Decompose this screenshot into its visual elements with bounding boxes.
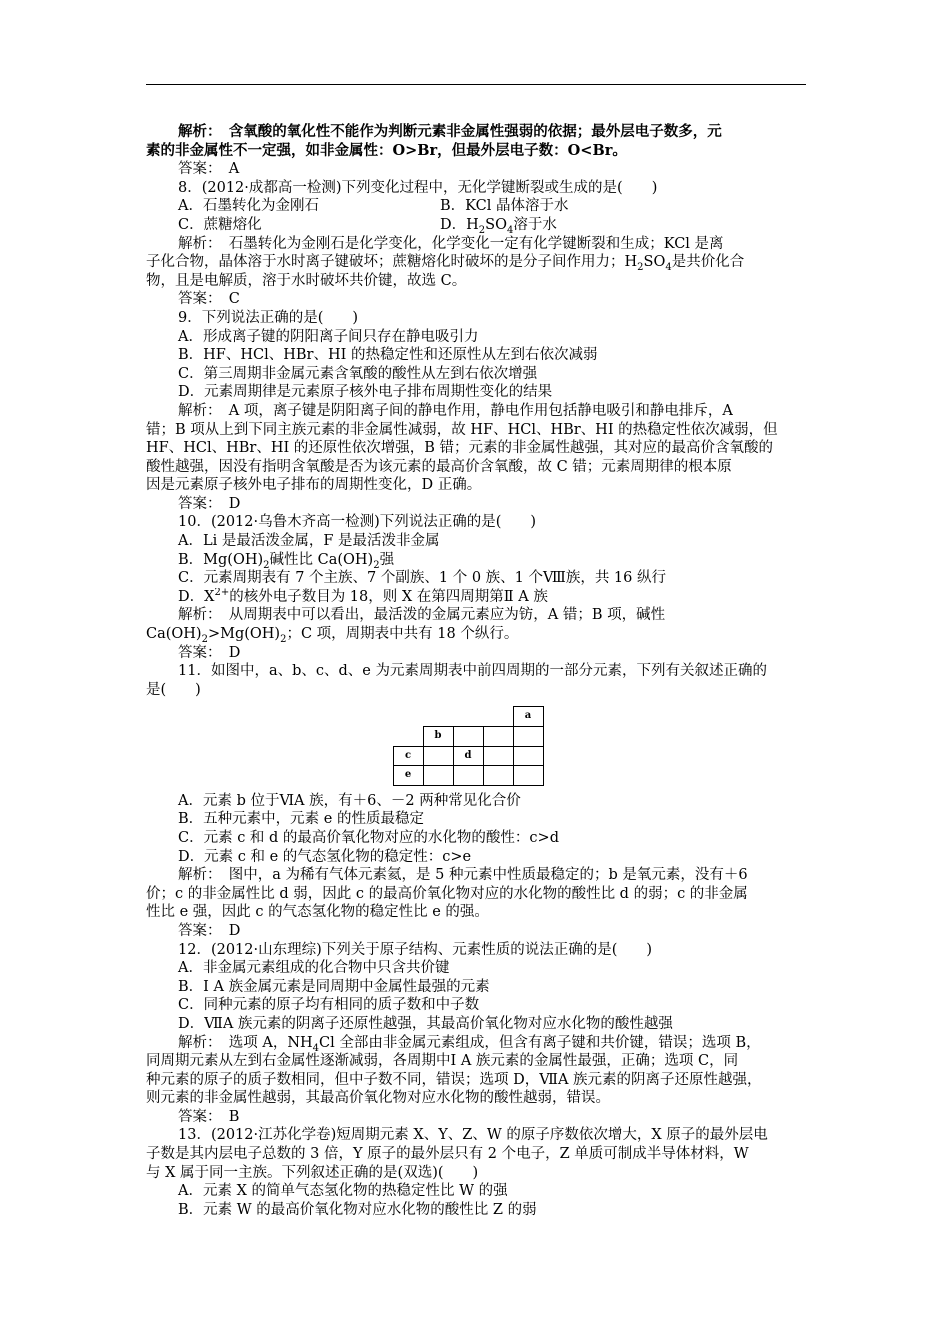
q9-analysis-line3: HF、HCl、HBr、HI 的还原性依次增强，B 错；元素的非金属性越强，其对应的最高价含氧酸的 [146,440,774,457]
q7-analysis-line2: 素的非金属性不一定强，如非金属性：O>Br，但最外层电子数：O<Br。 [146,141,627,159]
q8-option-d: D．$H_2SO_4$溶于水 [440,216,557,236]
q12-analysis-line1: 解析： 选项 A，$NH_4Cl$ 全部由非金属元素组成，但含有离子键和共价键，错误；选项 B， [178,1034,761,1053]
q8-option-b: B．KCl 晶体溶于水 [440,198,569,215]
q10-analysis-line2: $Ca(OH)_2>Mg(OH)_2$；C 项，周期表中共有 18 个纵行。 [146,626,519,644]
q10-option-a: A．Li 是最活泼金属，F 是最活泼非金属 [178,533,440,550]
q11-analysis-line3: 性比 e 强，因此 c 的气态氢化物的稳定性比 e 的强。 [146,904,489,921]
q8-option-a: A．石墨转化为金刚石 [178,198,319,215]
q13-stem-line3: 与 X 属于同一主族。下列叙述正确的是(双选)( ) [146,1164,479,1181]
q12-option-a: A．非金属元素组成的化合物中只含共价键 [178,960,450,977]
q8-stem: 8．(2012·成都高一检测)下列变化过程中，无化学键断裂或生成的是( ) [178,179,658,196]
cell-a: a [513,707,543,727]
q8-answer: 答案： C [178,291,240,308]
q8-analysis-line3: 物，且是电解质，溶于水时破坏共价键，故选 C。 [146,272,467,289]
periodic-table-fragment [393,706,544,785]
q11-analysis-line2: 价；c 的非金属性比 d 弱，因此 c 的最高价氧化物对应的水化物的酸性比 d 的弱；c 的非金属 [146,885,748,902]
q8-options-row1 [146,197,810,216]
q9-option-c: C．第三周期非金属元素含氧酸的酸性从左到右依次增强 [178,365,538,382]
q9-answer: 答案： D [178,495,241,512]
periodic-table-fragment-wrapper [146,706,810,785]
q7-answer: 答案： A [178,161,240,178]
q9-analysis-line4: 酸性越强，因没有指明含氧酸是否为该元素的最高价含氧酸，故 C 错；元素周期律的根本原 [146,458,732,475]
q10-stem: 10．(2012·乌鲁木齐高一检测)下列说法正确的是( ) [178,514,537,531]
q7-analysis-line1: 解析： 含氧酸的氧化性不能作为判断元素非金属性强弱的依据；最外层电子数多，元 [178,123,722,140]
q11-stem-line1: 11．如图中，a、b、c、d、e 为元素周期表中前四周期的一部分元素，下列有关叙述正确的 [178,663,767,680]
q9-stem: 9．下列说法正确的是( ) [178,309,359,326]
q12-analysis-line2: 同周期元素从左到右金属性逐渐减弱，各周期中Ⅰ A 族元素的金属性最强，正确；选项 C，同 [146,1053,739,1070]
q8-option-c: C．蔗糖熔化 [178,216,262,233]
q10-option-c: C．元素周期表有 7 个主族、7 个副族、1 个 0 族、1 个Ⅷ族，共 16 纵行 [178,570,666,587]
q13-option-a: A．元素 X 的简单气态氢化物的热稳定性比 W 的强 [178,1183,508,1200]
q12-analysis-line4: 则元素的非金属性越弱，其最高价氧化物对应水化物的酸性越弱，错误。 [146,1090,610,1107]
q11-option-c: C．元素 c 和 d 的最高价氧化物对应的水化物的酸性：c>d [178,829,559,846]
q11-option-d: D．元素 c 和 e 的气态氢化物的稳定性：c>e [178,848,472,865]
q10-analysis-line1: 解析： 从周期表中可以看出，最活泼的金属元素应为钫，A 错；B 项，碱性 [178,607,666,624]
q12-option-d: D．ⅦA 族元素的阴离子还原性越强，其最高价氧化物对应水化物的酸性越强 [178,1015,673,1032]
q11-answer: 答案： D [178,922,241,939]
q10-option-d: D．$X^{2+}$的核外电子数目为 18，则 X 在第四周期第Ⅱ A 族 [178,587,548,605]
q12-answer: 答案： B [178,1108,240,1125]
q11-stem-line2: 是( ) [146,681,201,698]
q8-options-row2 [146,216,810,235]
q8-analysis-line1: 解析： 石墨转化为金刚石是化学变化，化学变化一定有化学键断裂和生成；KCl 是离 [178,235,724,252]
q9-option-d: D．元素周期律是元素原子核外电子排布周期性变化的结果 [178,384,553,401]
q13-stem-line1: 13．(2012·江苏化学卷)短周期元素 X、Y、Z、W 的原子序数依次增大，X 原子的最外层电 [178,1127,768,1144]
q8-analysis-line2: 子化合物，晶体溶于水时离子键破坏；蔗糖熔化时破坏的是分子间作用力；$H_2SO_4$是共价化合 [146,254,745,272]
header-rule [146,84,806,85]
q11-option-a: A．元素 b 位于ⅥA 族，有＋6、－2 两种常见化合价 [178,792,521,809]
q9-option-a: A．形成离子键的阴阳离子间只存在静电吸引力 [178,328,479,345]
q13-stem-line2: 子数是其内层电子总数的 3 倍，Y 原子的最外层只有 2 个电子，Z 单质可制成半导体材料，W [146,1146,749,1163]
q10-answer: 答案： D [178,644,241,661]
q12-option-b: B．Ⅰ A 族金属元素是同周期中金属性最强的元素 [178,978,490,995]
q9-analysis-line5: 因是元素原子核外电子排布的周期性变化，D 正确。 [146,477,482,494]
q9-analysis-line1: 解析： A 项，离子键是阴阳离子间的静电作用，静电作用包括静电吸引和静电排斥，A [178,402,733,419]
q13-option-b: B．元素 W 的最高价氧化物对应水化物的酸性比 Z 的弱 [178,1201,537,1218]
q12-stem: 12．(2012·山东理综)下列关于原子结构、元素性质的说法正确的是( ) [178,941,653,958]
cell-c: c [393,746,423,766]
cell-d: d [453,746,483,766]
q12-analysis-line3: 种元素的原子的质子数相同，但中子数不同，错误；选项 D，ⅦA 族元素的阴离子还原性越强， [146,1071,762,1088]
cell-b: b [423,727,453,747]
document-body [146,123,810,1219]
q9-option-b: B．HF、HCl、HBr、HI 的热稳定性和还原性从左到右依次减弱 [178,347,598,364]
q9-analysis-line2: 错；B 项从上到下同主族元素的非金属性减弱，故 HF、HCl、HBr、HI 的热稳定性依次减弱，但 [146,421,778,438]
q12-option-c: C．同种元素的原子均有相同的质子数和中子数 [178,997,480,1014]
q10-option-b: B．$Mg(OH)_2$碱性比 $Ca(OH)_2$强 [178,551,395,570]
cell-e: e [393,766,423,786]
q11-option-b: B．五种元素中，元素 e 的性质最稳定 [178,811,424,828]
q11-analysis-line1: 解析： 图中，a 为稀有气体元素氦，是 5 种元素中性质最稳定的；b 是氧元素，没有＋6 [178,867,748,884]
